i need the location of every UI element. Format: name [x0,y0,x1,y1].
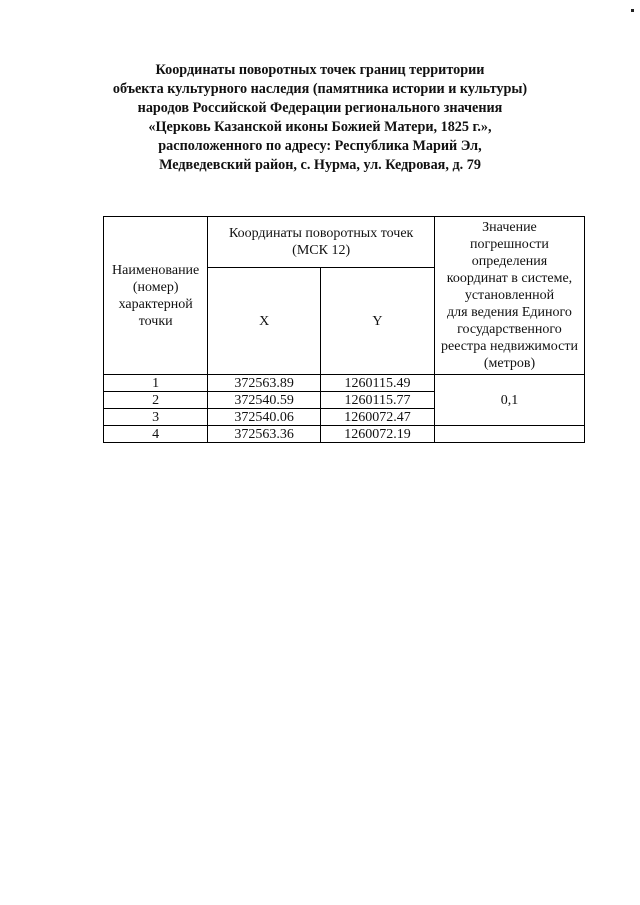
cell-point-number: 3 [104,409,208,426]
header-line: характерной [118,296,193,312]
title-line: Медведевский район, с. Нурма, ул. Кедровая, д. 79 [159,157,481,173]
header-line: государственного [457,322,562,337]
title-line: Координаты поворотных точек границ территории [155,62,485,78]
table-header-row [104,217,585,268]
header-line: точки [138,313,173,329]
header-line: (номер) [132,279,179,295]
cell-x: 372540.59 [208,392,321,409]
cell-y: 1260072.19 [321,426,435,443]
header-line: (метров) [483,356,536,371]
header-point-name [104,217,208,375]
cell-error-empty [434,426,584,443]
cell-point-number: 4 [104,426,208,443]
header-coordinates [208,217,435,268]
header-line: погрешности [470,237,549,252]
corner-mark [631,9,634,12]
header-line: (МСК 12) [292,243,351,258]
cell-y: 1260115.49 [321,375,435,392]
cell-point-number: 2 [104,392,208,409]
cell-y: 1260072.47 [321,409,435,426]
table-row [104,375,585,392]
header-error [434,217,584,375]
header-y: Y [321,268,435,375]
title-line: народов Российской Федерации регионального значения [137,100,503,116]
header-line: определения [471,254,548,269]
document-title [0,61,640,175]
coordinates-table [103,216,585,443]
header-line: установленной [464,288,555,303]
header-line: Наименование [112,262,200,278]
cell-x: 372563.89 [208,375,321,392]
cell-x: 372563.36 [208,426,321,443]
header-line: реестра недвижимости [441,339,578,354]
title-line: «Церковь Казанской иконы Божией Матери, 1825 г.», [148,119,492,135]
table-row [104,426,585,443]
header-line: для ведения Единого [447,305,572,320]
title-line: объекта культурного наследия (памятника истории и культуры) [112,81,528,97]
header-x: X [208,268,321,375]
cell-error-value: 0,1 [434,375,584,426]
header-line: Значение [482,220,537,235]
header-line: Координаты поворотных точек [228,226,414,241]
cell-point-number: 1 [104,375,208,392]
title-line: расположенного по адресу: Республика Марий Эл, [158,138,482,154]
header-line: координат в системе, [446,271,573,286]
cell-x: 372540.06 [208,409,321,426]
cell-y: 1260115.77 [321,392,435,409]
